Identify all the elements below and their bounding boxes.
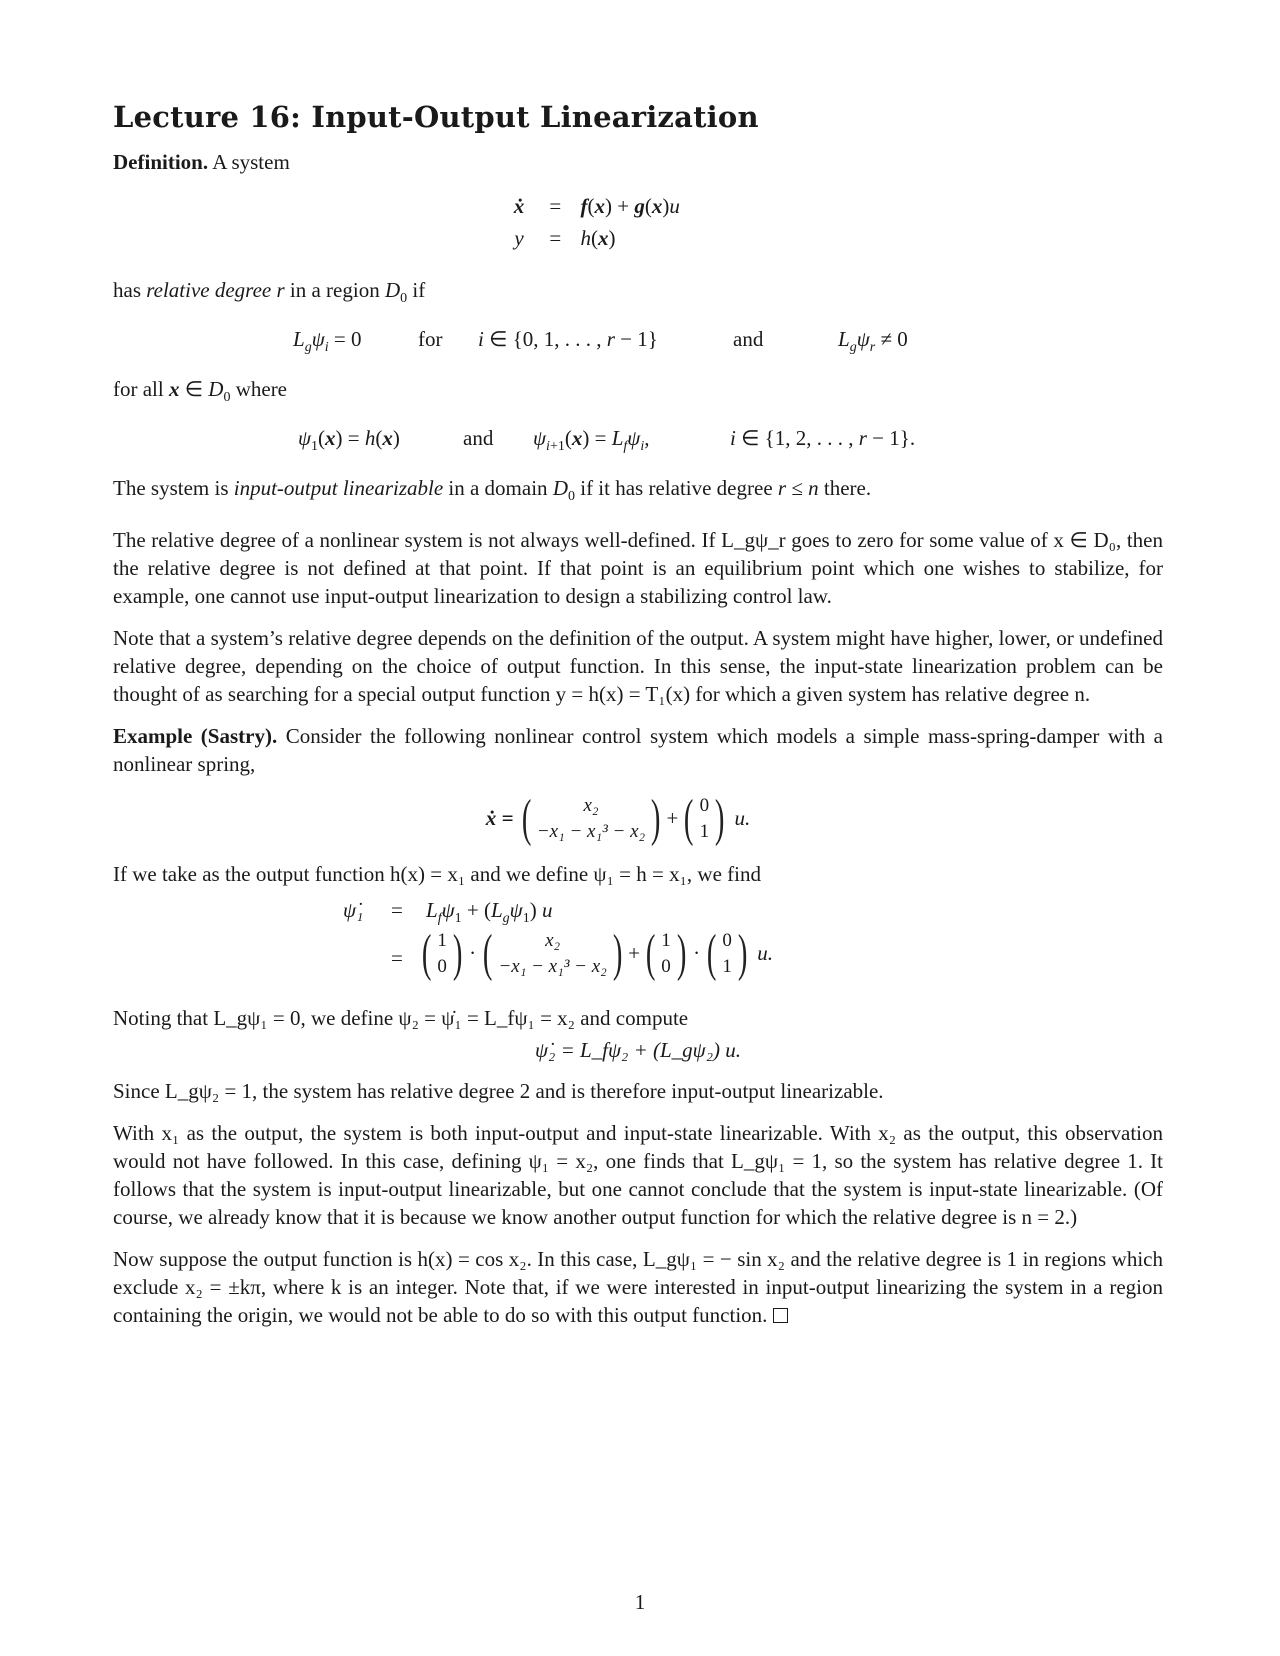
relative-degree-conditions: $L_g\psi_i = 0$ for i ∈ {0, 1, . . . , r − 1} and $L_g\psi_r \ne 0$: [293, 327, 908, 356]
expansion-g-bottom: 1: [722, 955, 732, 977]
vector-f: [535, 793, 647, 845]
psi1-derivation: ψ̇₁ = $L_f\psi_1 + (L_g\psi_1)$ u = ( 1 0 ) · ( x₂ −x₁ − x₁³ − x₂ ) + ( 1 0 ) · ( 0 1 ) u.: [343, 897, 773, 982]
gradient-h: [435, 928, 449, 980]
psi1-expansion: ( 1 0 ) · ( x₂ −x₁ − x₁³ − x₂ ) + ( 1 0 ) · ( 0 1 ) u.: [421, 924, 773, 982]
cond-for: for: [418, 327, 443, 352]
xdot-lhs: ẋ =: [485, 806, 514, 831]
for-all-text: for all x ∈ $D_0$ where: [113, 377, 288, 406]
expansion-f-bottom: −x₁ − x₁³ − x₂: [498, 955, 607, 977]
vector-g-bottom: 1: [699, 820, 710, 842]
since-text: Since L_gψ₂ = 1, the system has relative degree 2 and is therefore input-output linearizable.: [113, 1078, 884, 1103]
vector-g: [698, 793, 712, 845]
page-title: Lecture 16: Input-Output Linearization: [113, 100, 759, 134]
paragraph-1: The relative degree of a nonlinear system is not always well-defined. If L_gψ_r goes to zero for some value of x ∈ D₀, then the relative degree is not defined at that point. If that point is an equilibrium point which one wishes to stabilize, for example, one cannot use input-output linearization to design a stabilizing control law.: [113, 527, 1163, 608]
paragraph-3: With x₁ as the output, the system is both input-output and input-state linearizable. With x₂ as the output, this observation would not have followed. In this case, defining ψ₁ = x₂, one finds that L_gψ₁ = 1, so the system has relative degree 1. It follows that the system is input-output linearizable, but one cannot conclude that the system is input-state linearizable. (Of course, we already know that it is because we know another output function for which the relative degree is n = 2.): [113, 1120, 1163, 1229]
example-label: Example (Sastry).: [113, 723, 278, 748]
output-function-text: If we take as the output function h(x) = x₁ and we define ψ₁ = h = x₁, we find: [113, 861, 761, 886]
left-paren: (: [521, 789, 531, 847]
paragraph-2: Note that a system’s relative degree depends on the definition of the output. A system might have higher, lower, or undefined relative degree, depending on the choice of output function. In this sense, the input-state linearization problem can be thought of as searching for a special output function y = h(x) = T₁(x) for which a given system has relative degree n.: [113, 625, 1163, 706]
definition-intro: [113, 148, 1163, 176]
system-equations: [113, 194, 1163, 260]
page-number: 1: [634, 1590, 646, 1614]
document-page: [113, 100, 1163, 1343]
right-paren: ): [715, 789, 725, 847]
gradient-top: 1: [437, 929, 447, 951]
expansion-grad-bottom: 0: [661, 955, 671, 977]
system-eq-line-2: y = h(x): [514, 226, 616, 250]
paragraph-4: [113, 1245, 1163, 1329]
paragraph-4-text: Now suppose the output function is h(x) = cos x₂. In this case, L_gψ₁ = − sin x₂ and the relative degree is 1 in regions which exclude x₂ = ±kπ, where k is an integer. Note that, if we were interested in input-output linearizing the system in a region containing the origin, we would not be able to do so with this output function.: [113, 1246, 1163, 1327]
left-paren: (: [684, 789, 694, 847]
cond-and: and: [733, 327, 764, 352]
expansion-g-top: 0: [722, 929, 732, 951]
psi-definition: $\psi_1(x) = h(x)$ and $\psi_{i+1}(x) = L_f\psi_i$, i ∈ {1, 2, . . . , r − 1}.: [298, 426, 916, 455]
vector-f-top: x₂: [583, 794, 599, 816]
definition-intro-text: A system: [212, 150, 290, 174]
state-equation: ẋ = ( x₂ −x₁ − x₁³ − x₂ ) + ( 0 1 ) u.: [485, 789, 751, 847]
system-eq-line-1: ẋ = f(x) + g(x)u: [513, 194, 680, 218]
psi1dot-lhs: ψ̇₁: [343, 897, 364, 922]
psi2-dot-equation: ψ̇₂ = L_fψ₂ + (L_gψ₂) u.: [534, 1037, 742, 1062]
expansion-grad-top: 1: [661, 929, 671, 951]
vector-f-bottom: −x₁ − x₁³ − x₂: [536, 820, 646, 842]
io-linearizable-text: The system is input-output linearizable in a domain $D_0$ if it has relative degree r ≤ n there.: [113, 476, 872, 505]
noting-text: Noting that L_gψ₁ = 0, we define ψ₂ = ψ̇₁ = L_fψ₁ = x₂ and compute: [113, 1005, 689, 1030]
u-tail: u.: [734, 806, 751, 831]
gradient-bottom: 0: [437, 955, 447, 977]
definition-label: Definition.: [113, 150, 209, 174]
example-text: Consider the following nonlinear control system which models a simple mass-spring-damper with a nonlinear spring,: [113, 723, 1163, 776]
psi-and: and: [463, 426, 494, 451]
relative-degree-text: has relative degree r in a region $D_0$ if: [113, 278, 426, 307]
right-paren: ): [651, 789, 661, 847]
expansion-f-top: x₂: [545, 929, 561, 951]
qed-box-icon: [773, 1308, 788, 1323]
vector-g-top: 0: [699, 794, 710, 816]
example-intro: [113, 722, 1163, 778]
